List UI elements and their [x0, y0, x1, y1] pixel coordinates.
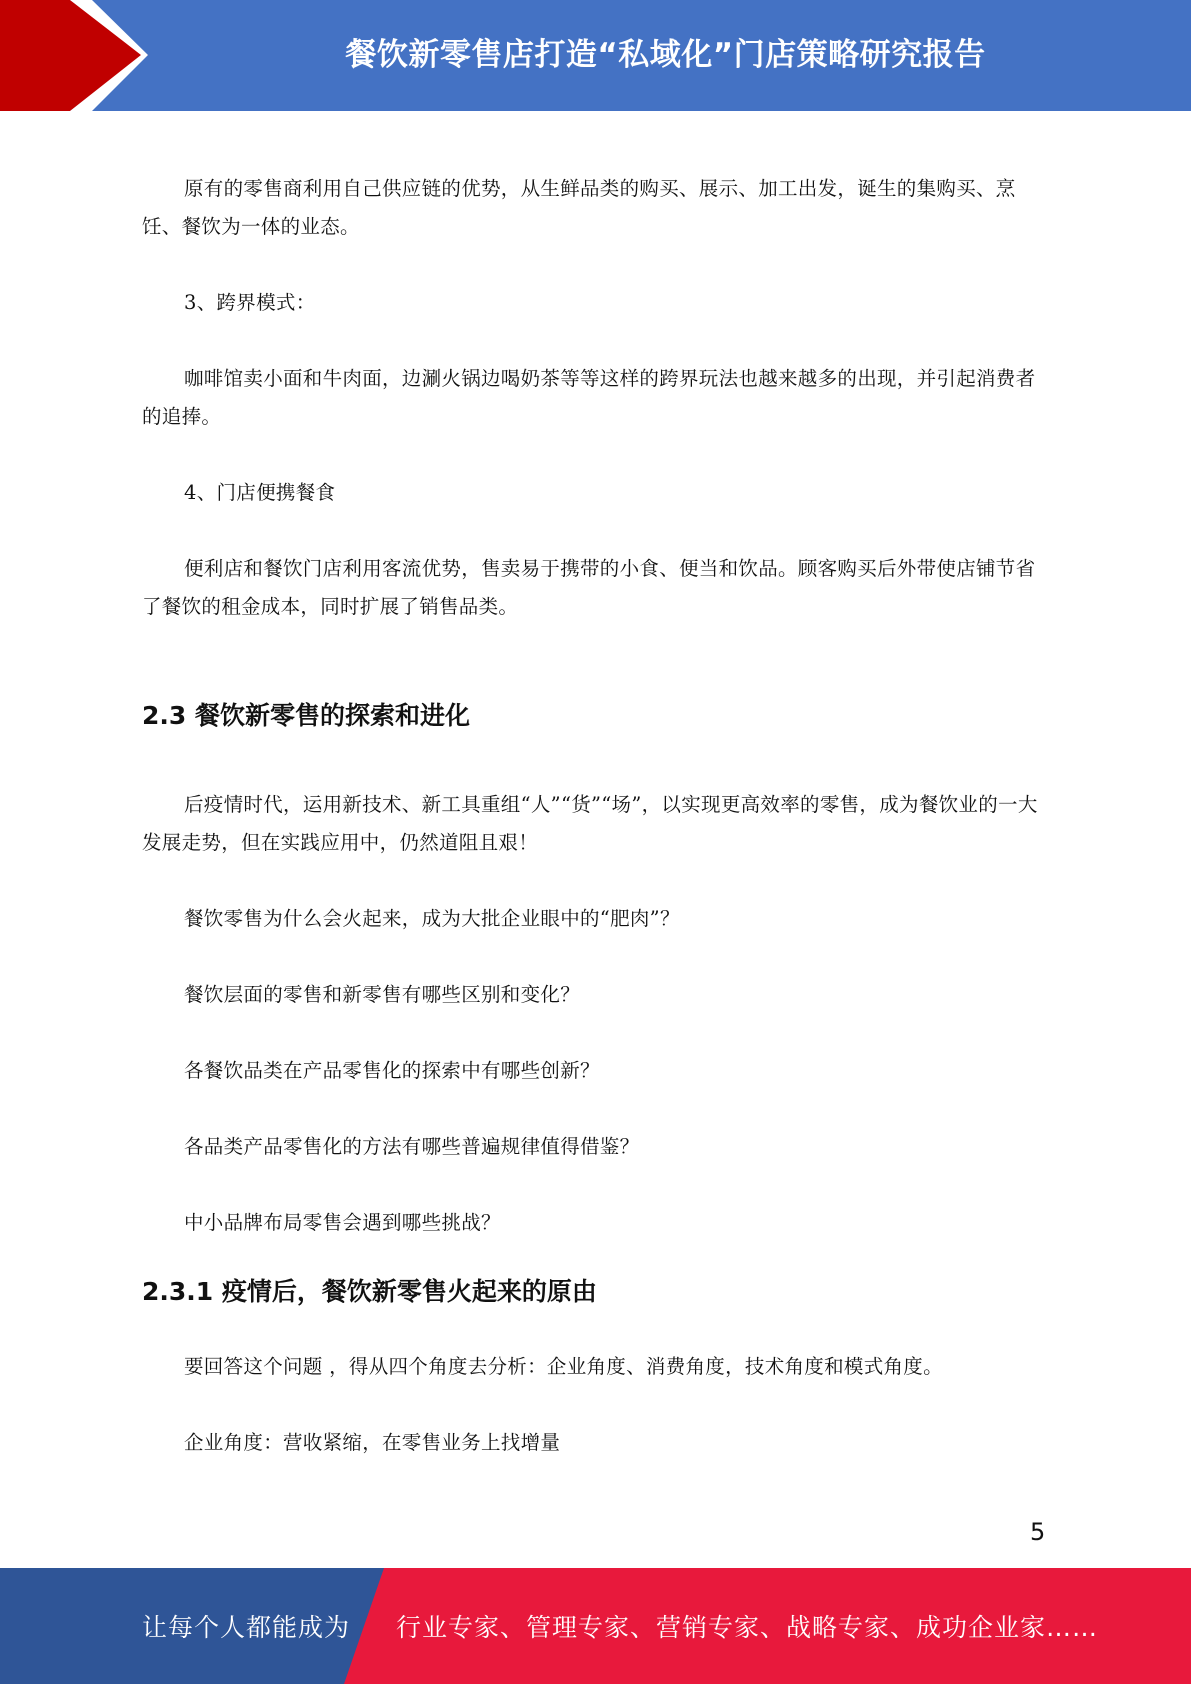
- list-item-heading: 3、跨界模式：: [184, 291, 316, 314]
- footer-band: [0, 1568, 1191, 1684]
- paragraph: 咖啡馆卖小面和牛肉面，边涮火锅边喝奶茶等等这样的跨界玩法也越来越多的出现，并引起消费者的追捧。: [142, 367, 1036, 428]
- page-body: [142, 170, 1047, 1462]
- question-item: 餐饮零售为什么会火起来，成为大批企业眼中的“肥肉”？: [184, 907, 680, 930]
- footer-slogan-right: 行业专家、管理专家、营销专家、战略专家、成功企业家……: [396, 1613, 1099, 1642]
- paragraph: 便利店和餐饮门店利用客流优势，售卖易于携带的小食、便当和饮品。顾客购买后外带使店铺节省了餐饮的租金成本，同时扩展了销售品类。: [142, 557, 1036, 618]
- report-title: 餐饮新零售店打造“私域化”门店策略研究报告: [345, 37, 986, 73]
- question-item: 各品类产品零售化的方法有哪些普遍规律值得借鉴？: [184, 1135, 640, 1158]
- footer-slogan-left: 让每个人都能成为: [142, 1613, 351, 1642]
- question-item: 中小品牌布局零售会遇到哪些挑战？: [184, 1211, 501, 1234]
- header-band: [0, 0, 1191, 111]
- paragraph: 要回答这个问题 ，得从四个角度去分析：企业角度、消费角度，技术角度和模式角度。: [184, 1355, 943, 1378]
- question-item: 各餐饮品类在产品零售化的探索中有哪些创新？: [184, 1059, 600, 1082]
- section-heading-2-3: 2.3 餐饮新零售的探索和进化: [142, 701, 470, 730]
- header-arrow-shape: [0, 0, 150, 111]
- paragraph: 后疫情时代，运用新技术、新工具重组“人”“货”“场”，以实现更高效率的零售，成为餐饮业的一大发展走势，但在实践应用中，仍然道阻且艰！: [142, 793, 1038, 854]
- list-item-heading: 4、门店便携餐食: [184, 481, 336, 504]
- paragraph: 原有的零售商利用自己供应链的优势，从生鲜品类的购买、展示、加工出发，诞生的集购买、烹饪、餐饮为一体的业态。: [142, 177, 1016, 238]
- paragraph: 企业角度：营收紧缩，在零售业务上找增量: [184, 1431, 561, 1454]
- section-heading-2-3-1: 2.3.1 疫情后，餐饮新零售火起来的原由: [142, 1277, 597, 1306]
- question-item: 餐饮层面的零售和新零售有哪些区别和变化？: [184, 983, 581, 1006]
- page-number: 5: [1030, 1518, 1046, 1546]
